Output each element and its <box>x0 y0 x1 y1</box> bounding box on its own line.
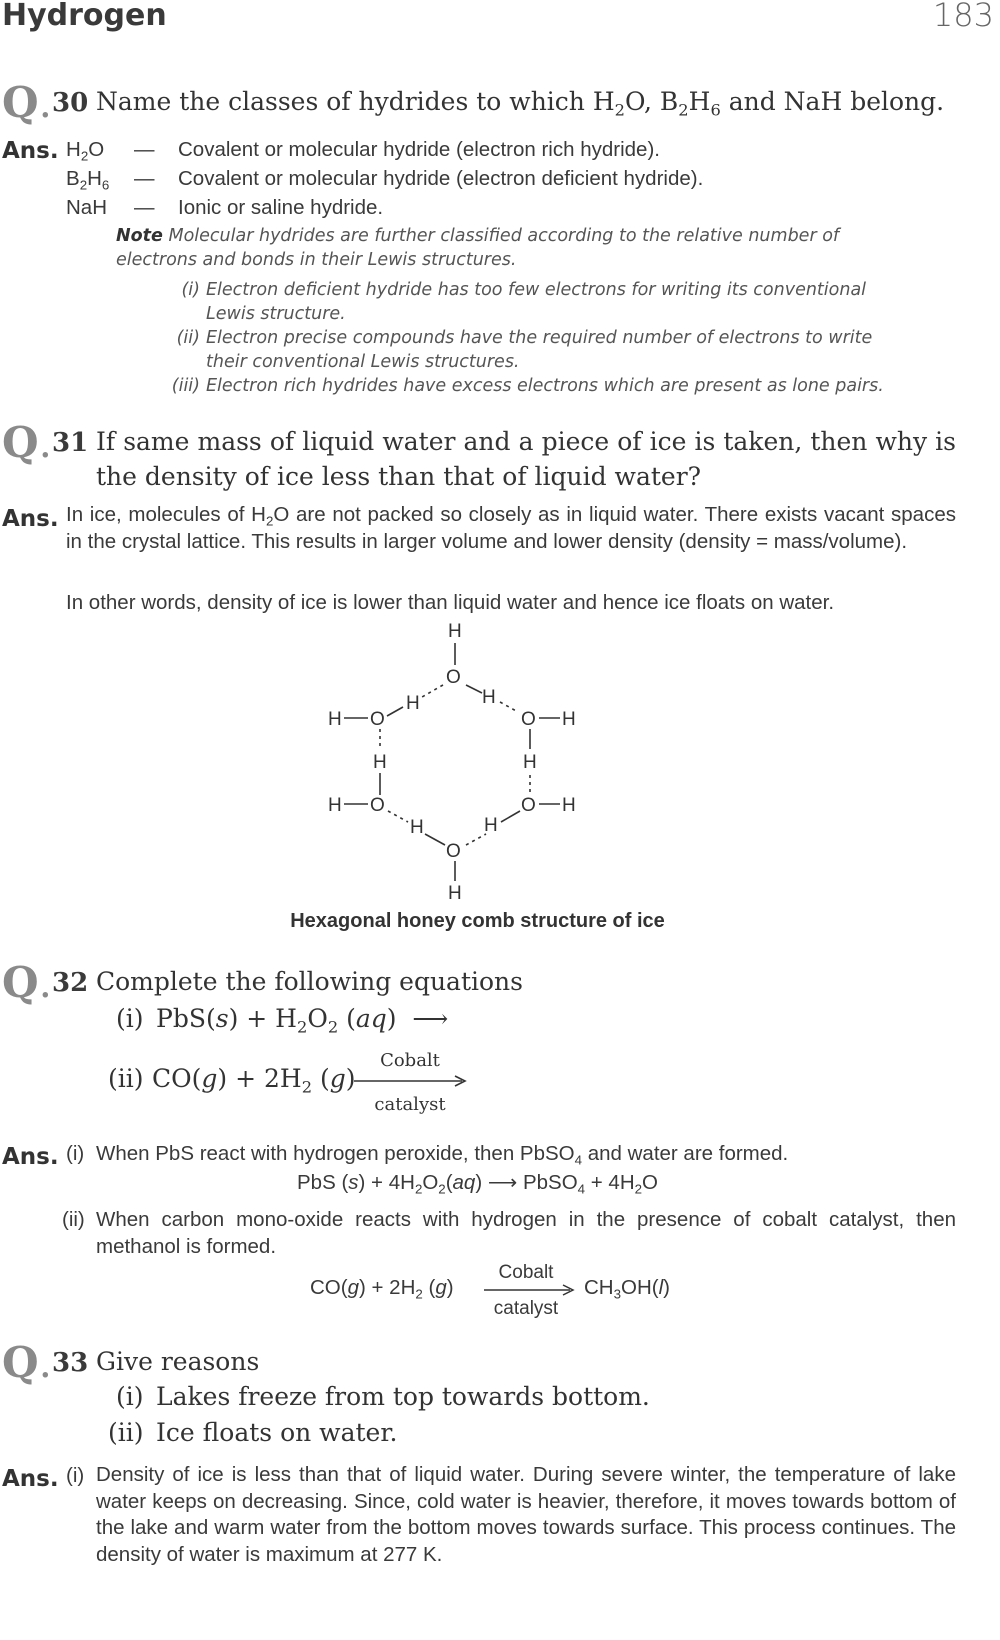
note-item-text: Electron rich hydrides have excess electrons which are present as lone pairs. <box>206 376 884 396</box>
answer-label: Ans. <box>2 1144 59 1170</box>
reason-item-num: (i) <box>116 1382 144 1411</box>
answer-equation: PbS $(s) + 4H_2O_2(aq)$ ⟶ PbSO$_4$ + $4H_2O$ <box>297 1171 658 1197</box>
atom-o: O <box>521 709 536 730</box>
atom-h: H <box>562 795 576 816</box>
hydride-class: Ionic or saline hydride. <box>178 196 384 219</box>
answer-label: Ans. <box>2 506 59 532</box>
atom-o: O <box>446 667 461 688</box>
answer-label: Ans. <box>2 138 59 164</box>
hydrogen-bond <box>422 685 443 697</box>
question-text: Name the classes of hydrides to which $H_2O$, $B_2H_6$ and NaH belong. <box>96 87 945 120</box>
atom-h: H <box>482 687 496 708</box>
equation-1: $PbS(s) + H_2O_2$ (aq) ⟶ <box>156 1004 449 1037</box>
answer-item-num: (i) <box>66 1142 85 1165</box>
reason-item-text: Lakes freeze from top towards bottom. <box>156 1382 650 1411</box>
atom-o: O <box>370 709 385 730</box>
question-number: 33 <box>52 1348 89 1378</box>
q-mark: Q <box>2 78 39 127</box>
arrow-condition-top: Cobalt <box>498 1262 554 1283</box>
note-item-num: (iii) <box>171 376 200 396</box>
note-item-num: (i) <box>181 280 200 300</box>
question-number: 30 <box>52 88 89 118</box>
answer-text: Density of ice is less than that of liquid water. During severe winter, the temperature of lake water keeps on decreasing. Since, cold water is heavier, therefore, it moves towards bottom of the lake and warm water from the bottom moves towards surface. This process continues. The density of water is maximum at 277 K. <box>96 1463 956 1566</box>
atom-h: H <box>523 752 537 773</box>
atom-h: H <box>484 815 498 836</box>
equation-number: (ii) <box>108 1064 144 1093</box>
reaction-arrow <box>352 1074 470 1088</box>
question-33: Q. <box>2 1338 52 1387</box>
q-mark: Q <box>2 958 39 1007</box>
atom-h: H <box>562 709 576 730</box>
dash: — <box>134 167 155 190</box>
answer-paragraph: In other words, density of ice is lower than liquid water and hence ice floats on water. <box>66 591 835 614</box>
covalent-bond <box>425 834 445 845</box>
atom-h: H <box>328 709 342 730</box>
chapter-title: Hydrogen <box>2 0 167 33</box>
ice-structure-diagram <box>300 615 620 910</box>
answer-equation-right: $CH_3OH(l)$ <box>584 1276 670 1302</box>
atom-h: H <box>448 883 462 904</box>
answer-equation-left: $CO(g) + 2H_2$ (g) <box>310 1276 454 1302</box>
hydrogen-bond <box>500 702 518 712</box>
atom-h: H <box>448 621 462 642</box>
note <box>116 224 906 272</box>
answer-paragraph: In ice, molecules of $H_2O$ are not packed so closely as in liquid water. There exists vacant spaces in the crystal lattice. This results in larger volume and lower density (density = mass/volume). <box>66 503 956 553</box>
answer-text: When carbon mono-oxide reacts with hydrogen in the presence of cobalt catalyst, then methanol is formed. <box>96 1208 956 1258</box>
question-text: If same mass of liquid water and a piece of ice is taken, then why is the density of ice less than that of liquid water? <box>96 427 956 491</box>
atom-h: H <box>406 693 420 714</box>
question-text: Give reasons <box>96 1347 260 1376</box>
atom-h: H <box>410 817 424 838</box>
note-item-text: Electron precise compounds have the required number of electrons to write their conventional Lewis structures. <box>206 328 873 372</box>
covalent-bond <box>466 685 482 693</box>
page-number: 183 <box>932 0 994 34</box>
question-number: 31 <box>52 428 89 458</box>
reason-item-text: Ice floats on water. <box>156 1418 398 1447</box>
note-text: Molecular hydrides are further classified according to the relative number of electrons and bonds in their Lewis structures. <box>116 226 840 270</box>
figure-caption: Hexagonal honey comb structure of ice <box>290 910 665 932</box>
atom-o: O <box>446 841 461 862</box>
q-mark: Q <box>2 1338 39 1387</box>
reason-item-num: (ii) <box>108 1418 144 1447</box>
q-mark: Q <box>2 418 39 467</box>
question-32: Q. <box>2 958 52 1007</box>
note-label: Note <box>116 226 163 246</box>
atom-h: H <box>328 795 342 816</box>
hydride-class: Covalent or molecular hydride (electron deficient hydride). <box>178 167 704 190</box>
atom-o: O <box>521 795 536 816</box>
hydride-formula: $H_2O$ <box>66 138 105 164</box>
hydride-formula: NaH <box>66 196 108 219</box>
reaction-arrow <box>482 1283 578 1297</box>
answer-text: When PbS react with hydrogen peroxide, then PbSO$_4$ and water are formed. <box>96 1142 789 1168</box>
hydrogen-bond <box>466 834 486 845</box>
atom-h: H <box>373 752 387 773</box>
arrow-condition-bottom: catalyst <box>493 1298 559 1319</box>
covalent-bond <box>387 707 403 716</box>
equation-2: $CO(g) + 2H_2$ (g) <box>152 1064 356 1097</box>
hydride-class: Covalent or molecular hydride (electron rich hydride). <box>178 138 660 161</box>
question-number: 32 <box>52 968 89 998</box>
note-item-text: Electron deficient hydride has too few electrons for writing its conventional Lewis structure. <box>206 280 867 324</box>
answer-label: Ans. <box>2 1466 59 1492</box>
hydride-formula: $B_2H_6$ <box>66 167 110 193</box>
arrow-condition-top: Cobalt <box>380 1050 440 1071</box>
question-text: Complete the following equations <box>96 967 523 996</box>
dash: — <box>134 138 155 161</box>
note-item-num: (ii) <box>176 328 200 348</box>
atom-o: O <box>370 795 385 816</box>
hydrogen-bond <box>388 811 408 822</box>
answer-item-num: (ii) <box>62 1208 85 1231</box>
answer-item-num: (i) <box>66 1464 85 1487</box>
equation-number: (i) <box>116 1004 144 1033</box>
question-31: Q. <box>2 418 52 467</box>
covalent-bond <box>501 811 520 822</box>
dash: — <box>134 196 155 219</box>
question-30: Q. <box>2 78 52 127</box>
arrow-condition-bottom: catalyst <box>374 1094 446 1115</box>
